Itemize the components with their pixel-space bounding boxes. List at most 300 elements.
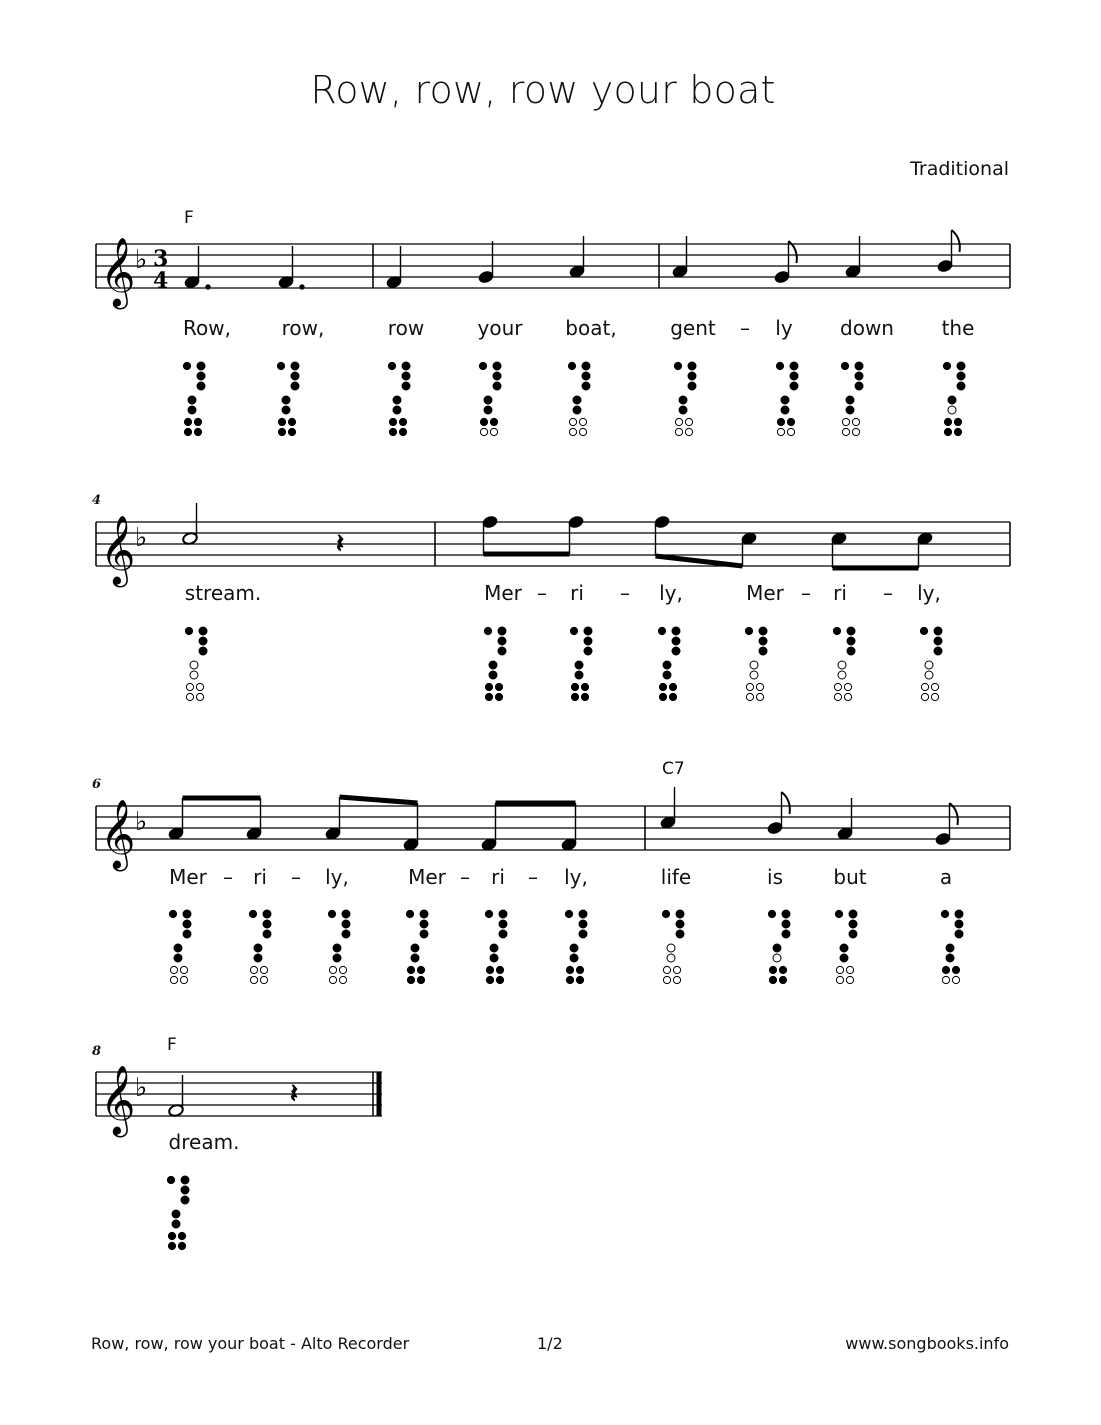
open-hole (921, 683, 928, 690)
closed-hole (659, 693, 666, 700)
open-hole (846, 966, 853, 973)
open-hole (480, 428, 487, 435)
lyric-syllable: ly, (659, 581, 683, 605)
footer-song-label: Row, row, row your boat - Alto Recorder (91, 1334, 410, 1353)
fingering-diagram (674, 362, 696, 436)
closed-hole (402, 362, 410, 370)
closed-hole (183, 362, 190, 369)
open-hole (260, 976, 267, 983)
closed-hole (282, 396, 290, 404)
closed-hole (342, 920, 350, 928)
closed-hole (169, 910, 176, 917)
closed-hole (669, 693, 676, 700)
closed-hole (688, 372, 696, 380)
fingering-diagram (835, 910, 857, 984)
closed-hole (782, 930, 790, 938)
closed-hole (389, 428, 396, 435)
lyric-syllable: ly, (564, 865, 588, 889)
treble-clef-icon: 𝄞 (100, 515, 136, 585)
open-hole (196, 683, 203, 690)
closed-hole (185, 627, 192, 634)
closed-hole (849, 930, 857, 938)
song-title: Row, row, row your boat (310, 68, 776, 112)
treble-clef-icon: 𝄞 (100, 799, 136, 869)
closed-hole (669, 683, 676, 690)
open-hole (931, 683, 938, 690)
open-hole (925, 661, 933, 669)
closed-hole (782, 910, 790, 918)
treble-clef-icon: 𝄞 (100, 1065, 136, 1135)
closed-hole (759, 637, 767, 645)
closed-hole (579, 930, 587, 938)
closed-hole (573, 396, 581, 404)
closed-hole (847, 647, 855, 655)
open-hole (685, 418, 692, 425)
closed-hole (769, 966, 776, 973)
closed-hole (575, 671, 583, 679)
closed-hole (658, 627, 665, 634)
closed-hole (417, 976, 424, 983)
lyric-syllable: Mer (408, 865, 446, 889)
closed-hole (291, 372, 299, 380)
closed-hole (946, 944, 954, 952)
fingering-diagram (570, 627, 592, 701)
open-hole (942, 976, 949, 983)
open-hole (838, 671, 846, 679)
open-hole (196, 693, 203, 700)
open-hole (569, 418, 576, 425)
closed-hole (570, 944, 578, 952)
closed-hole (342, 930, 350, 938)
closed-hole (782, 920, 790, 928)
closed-hole (582, 362, 590, 370)
lyric-hyphen: – (223, 865, 233, 889)
closed-hole (934, 647, 942, 655)
closed-hole (568, 362, 575, 369)
closed-hole (174, 944, 182, 952)
lyric-syllable: is (767, 865, 783, 889)
closed-hole (957, 382, 965, 390)
footer-website: www.songbooks.info (845, 1334, 1009, 1353)
open-hole (260, 966, 267, 973)
closed-hole (582, 372, 590, 380)
fingering-diagram (662, 910, 684, 984)
closed-hole (779, 966, 786, 973)
closed-hole (570, 954, 578, 962)
fingering-diagram (768, 910, 790, 984)
open-hole (750, 671, 758, 679)
open-hole (579, 418, 586, 425)
fingering-diagram (485, 910, 507, 984)
open-hole (186, 683, 193, 690)
closed-hole (181, 1176, 189, 1184)
closed-hole (745, 627, 752, 634)
lyric-syllable: a (939, 865, 953, 889)
closed-hole (946, 954, 954, 962)
fingering-diagram (745, 627, 767, 701)
open-hole (842, 428, 849, 435)
treble-clef-icon: 𝄞 (100, 237, 136, 307)
closed-hole (790, 372, 798, 380)
open-hole (663, 966, 670, 973)
fingering-diagram (406, 910, 428, 984)
closed-hole (194, 428, 201, 435)
closed-hole (199, 627, 207, 635)
closed-hole (663, 671, 671, 679)
closed-hole (254, 954, 262, 962)
open-hole (777, 428, 784, 435)
closed-hole (676, 910, 684, 918)
open-hole (844, 683, 851, 690)
closed-hole (178, 1242, 185, 1249)
closed-hole (955, 930, 963, 938)
fingering-diagram (479, 362, 501, 436)
open-hole (756, 693, 763, 700)
closed-hole (407, 976, 414, 983)
closed-hole (480, 418, 487, 425)
closed-hole (484, 627, 491, 634)
closed-hole (291, 382, 299, 390)
open-hole (667, 944, 675, 952)
open-hole (925, 671, 933, 679)
closed-hole (174, 954, 182, 962)
closed-hole (499, 920, 507, 928)
closed-hole (249, 910, 256, 917)
open-hole (852, 428, 859, 435)
lyric-syllable: but (833, 865, 867, 889)
measure-number: 6 (92, 777, 102, 792)
lyric-syllable: ri (570, 581, 584, 605)
lyric-syllable: ly (775, 316, 793, 340)
closed-hole (278, 428, 285, 435)
closed-hole (566, 966, 573, 973)
open-hole (250, 976, 257, 983)
closed-hole (954, 428, 961, 435)
closed-hole (781, 406, 789, 414)
open-hole (673, 976, 680, 983)
time-signature-bottom: 4 (153, 268, 169, 294)
open-hole (329, 976, 336, 983)
fingering-diagram (833, 627, 855, 701)
open-hole (836, 966, 843, 973)
open-hole (846, 976, 853, 983)
flat-key-signature: ♭ (135, 245, 148, 275)
closed-hole (388, 362, 395, 369)
closed-hole (498, 647, 506, 655)
closed-hole (779, 976, 786, 983)
closed-hole (479, 362, 486, 369)
closed-hole (393, 406, 401, 414)
closed-hole (846, 396, 854, 404)
closed-hole (291, 362, 299, 370)
closed-hole (584, 647, 592, 655)
closed-hole (957, 362, 965, 370)
closed-hole (688, 382, 696, 390)
chord-symbol: C7 (662, 759, 685, 779)
closed-hole (194, 418, 201, 425)
closed-hole (688, 362, 696, 370)
closed-hole (575, 661, 583, 669)
closed-hole (672, 637, 680, 645)
closed-hole (768, 910, 775, 917)
closed-hole (957, 372, 965, 380)
fingering-diagram (943, 362, 965, 436)
notes (182, 503, 934, 568)
closed-hole (485, 910, 492, 917)
closed-hole (342, 910, 350, 918)
composer-credit: Traditional (910, 158, 1009, 180)
closed-hole (579, 910, 587, 918)
closed-hole (584, 627, 592, 635)
closed-hole (672, 647, 680, 655)
closed-hole (955, 910, 963, 918)
closed-hole (399, 418, 406, 425)
closed-hole (411, 944, 419, 952)
fingering-diagram (277, 362, 299, 436)
open-hole (180, 976, 187, 983)
lyric-syllable: Mer (484, 581, 522, 605)
closed-hole (662, 910, 669, 917)
closed-hole (571, 683, 578, 690)
open-hole (852, 418, 859, 425)
closed-hole (402, 372, 410, 380)
fingering-diagram (169, 910, 191, 984)
closed-hole (840, 954, 848, 962)
lyric-syllable: boat, (565, 316, 617, 340)
closed-hole (934, 637, 942, 645)
closed-hole (411, 954, 419, 962)
flat-key-signature: ♭ (135, 1073, 148, 1103)
open-hole (329, 966, 336, 973)
closed-hole (576, 976, 583, 983)
open-hole (750, 661, 758, 669)
closed-hole (333, 954, 341, 962)
closed-hole (934, 627, 942, 635)
closed-hole (199, 647, 207, 655)
staff-lines (96, 806, 1010, 850)
lyric-syllable: ri (253, 865, 267, 889)
quarter-rest-icon: 𝄽 (290, 1079, 298, 1109)
closed-hole (399, 428, 406, 435)
closed-hole (495, 693, 502, 700)
closed-hole (183, 910, 191, 918)
closed-hole (402, 382, 410, 390)
flat-key-signature: ♭ (135, 807, 148, 837)
closed-hole (493, 362, 501, 370)
open-hole (170, 966, 177, 973)
open-hole (339, 966, 346, 973)
chord-symbol: F (167, 1035, 177, 1055)
closed-hole (278, 418, 285, 425)
fingering-diagram (388, 362, 410, 436)
lyric-hyphen: – (291, 865, 301, 889)
lyric-hyphen: – (460, 865, 470, 889)
lyric-syllable: gent (670, 316, 716, 340)
closed-hole (183, 930, 191, 938)
closed-hole (263, 930, 271, 938)
open-hole (190, 661, 198, 669)
closed-hole (781, 396, 789, 404)
closed-hole (420, 920, 428, 928)
open-hole (675, 428, 682, 435)
lyric-hyphen: – (740, 316, 750, 340)
closed-hole (773, 944, 781, 952)
closed-hole (417, 966, 424, 973)
closed-hole (676, 930, 684, 938)
closed-hole (676, 920, 684, 928)
lyric-hyphen: – (801, 581, 811, 605)
open-hole (836, 976, 843, 983)
open-hole (170, 976, 177, 983)
lyric-syllable: stream. (184, 581, 262, 605)
measure-number: 8 (92, 1044, 102, 1059)
closed-hole (790, 382, 798, 390)
closed-hole (496, 976, 503, 983)
staff-lines (96, 522, 1010, 566)
closed-hole (197, 382, 205, 390)
closed-hole (944, 418, 951, 425)
chord-symbol: F (184, 208, 194, 228)
closed-hole (499, 930, 507, 938)
closed-hole (920, 627, 927, 634)
closed-hole (168, 1232, 175, 1239)
closed-hole (777, 418, 784, 425)
open-hole (569, 428, 576, 435)
closed-hole (184, 418, 191, 425)
closed-hole (485, 683, 492, 690)
open-hole (250, 966, 257, 973)
closed-hole (855, 372, 863, 380)
open-hole (921, 693, 928, 700)
fingering-diagram (249, 910, 271, 984)
open-hole (675, 418, 682, 425)
lyric-syllable: Mer (746, 581, 784, 605)
measure-number: 4 (92, 493, 102, 508)
closed-hole (282, 406, 290, 414)
closed-hole (855, 362, 863, 370)
closed-hole (199, 637, 207, 645)
lyric-hyphen: – (537, 581, 547, 605)
closed-hole (955, 920, 963, 928)
closed-hole (490, 418, 497, 425)
closed-hole (566, 976, 573, 983)
open-hole (673, 966, 680, 973)
closed-hole (288, 428, 295, 435)
closed-hole (484, 406, 492, 414)
closed-hole (333, 944, 341, 952)
closed-hole (841, 362, 848, 369)
open-hole (490, 428, 497, 435)
fingering-diagram (776, 362, 798, 436)
closed-hole (406, 910, 413, 917)
closed-hole (393, 396, 401, 404)
open-hole (186, 693, 193, 700)
closed-hole (948, 396, 956, 404)
open-hole (787, 428, 794, 435)
lyric-syllable: Row, (183, 316, 231, 340)
closed-hole (954, 418, 961, 425)
closed-hole (490, 954, 498, 962)
closed-hole (847, 627, 855, 635)
fingering-diagram (841, 362, 863, 436)
lyric-syllable: down (840, 316, 894, 340)
closed-hole (943, 362, 950, 369)
lyric-syllable: ly, (917, 581, 941, 605)
closed-hole (498, 627, 506, 635)
closed-hole (663, 661, 671, 669)
closed-hole (181, 1186, 189, 1194)
closed-hole (679, 406, 687, 414)
closed-hole (168, 1242, 175, 1249)
lyric-syllable: Mer (169, 865, 207, 889)
closed-hole (197, 362, 205, 370)
closed-hole (188, 406, 196, 414)
fingering-diagram (565, 910, 587, 984)
closed-hole (787, 418, 794, 425)
open-hole (773, 954, 781, 962)
open-hole (339, 976, 346, 983)
closed-hole (679, 396, 687, 404)
lyric-hyphen: – (528, 865, 538, 889)
open-hole (756, 683, 763, 690)
closed-hole (849, 910, 857, 918)
open-hole (663, 976, 670, 983)
closed-hole (181, 1196, 189, 1204)
notes (168, 787, 958, 852)
fingering-diagram (920, 627, 942, 701)
closed-hole (846, 406, 854, 414)
fingering-diagram (484, 627, 506, 701)
closed-hole (944, 428, 951, 435)
open-hole (746, 683, 753, 690)
open-hole (667, 954, 675, 962)
closed-hole (849, 920, 857, 928)
lyric-hyphen: – (883, 581, 893, 605)
closed-hole (576, 966, 583, 973)
notes (184, 230, 960, 289)
fingering-diagram (658, 627, 680, 701)
closed-hole (263, 910, 271, 918)
closed-hole (490, 944, 498, 952)
lyric-hyphen: – (620, 581, 630, 605)
closed-hole (197, 372, 205, 380)
closed-hole (835, 910, 842, 917)
closed-hole (183, 920, 191, 928)
open-hole (844, 693, 851, 700)
flat-key-signature: ♭ (135, 523, 148, 553)
fingering-diagram (568, 362, 590, 436)
closed-hole (790, 362, 798, 370)
closed-hole (581, 683, 588, 690)
open-hole (685, 428, 692, 435)
closed-hole (941, 910, 948, 917)
notes (168, 1075, 298, 1118)
closed-hole (759, 627, 767, 635)
closed-hole (573, 406, 581, 414)
closed-hole (759, 647, 767, 655)
closed-hole (570, 627, 577, 634)
open-hole (948, 406, 956, 414)
closed-hole (389, 418, 396, 425)
closed-hole (420, 930, 428, 938)
closed-hole (328, 910, 335, 917)
closed-hole (188, 396, 196, 404)
closed-hole (178, 1232, 185, 1239)
lyric-syllable: row (387, 316, 425, 340)
lyric-syllable: ly, (325, 865, 349, 889)
closed-hole (584, 637, 592, 645)
closed-hole (672, 627, 680, 635)
